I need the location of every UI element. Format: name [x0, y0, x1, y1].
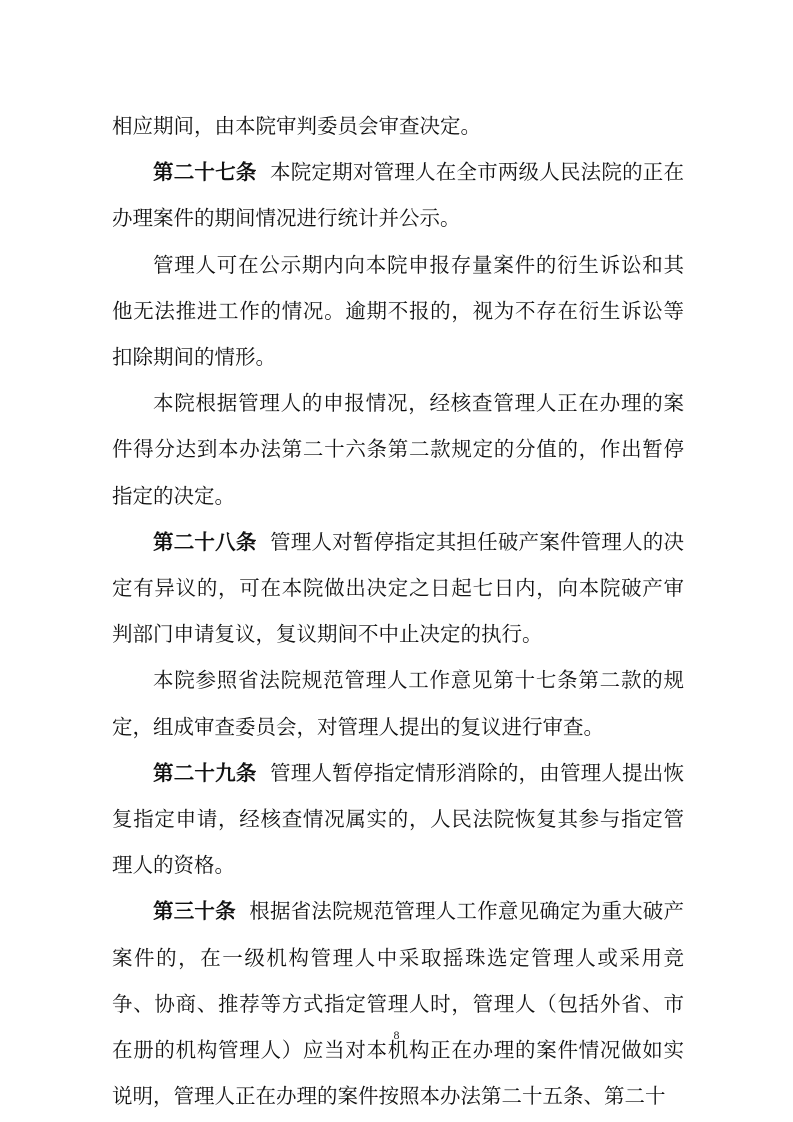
paragraph-text: 本院定期对管理人在全市两级人民法院的正在办理案件的期间情况进行统计并公示。 [112, 160, 684, 231]
paragraph-continuation [112, 103, 684, 149]
paragraph-text: 相应期间，由本院审判委员会审查决定。 [112, 114, 481, 138]
article-heading: 第三十条 [153, 899, 236, 924]
page-number: 8 [393, 1028, 400, 1042]
paragraph-article-28 [112, 519, 684, 658]
paragraph [112, 380, 684, 519]
article-heading: 第二十七条 [153, 160, 257, 185]
body-text [112, 103, 684, 1119]
paragraph-text: 管理人可在公示期内向本院申报存量案件的衍生诉讼和其他无法推进工作的情况。逾期不报的，视为不存在衍生诉讼等扣除期间的情形。 [112, 252, 684, 370]
paragraph-article-29 [112, 750, 684, 889]
paragraph-text: 本院根据管理人的申报情况，经核查管理人正在办理的案件得分达到本办法第二十六条第二款规定的分值的，作出暂停指定的决定。 [112, 391, 684, 508]
paragraph-text: 管理人暂停指定情形消除的，由管理人提出恢复指定申请，经核查情况属实的，人民法院恢复其参与指定管理人的资格。 [112, 760, 684, 878]
paragraph-text: 根据省法院规范管理人工作意见确定为重大破产案件的，在一级机构管理人中采取摇珠选定管理人或采用竞争、协商、推荐等方式指定管理人时，管理人（包括外省、市在册的机构管理人）应当对本机构正在办理的案件情况做如实说明，管理人正在办理的案件按照本办法第二十五条、第二十 [112, 899, 684, 1109]
article-heading: 第二十九条 [153, 760, 257, 785]
paragraph-article-30 [112, 888, 684, 1119]
paragraph [112, 242, 684, 381]
paragraph-text: 本院参照省法院规范管理人工作意见第十七条第二款的规定，组成审查委员会，对管理人提出的复议进行审查。 [112, 668, 684, 739]
paragraph [112, 657, 684, 749]
paragraph-text: 管理人对暂停指定其担任破产案件管理人的决定有异议的，可在本院做出决定之日起七日内，向本院破产审判部门申请复议，复议期间不中止决定的执行。 [112, 529, 684, 647]
article-heading: 第二十八条 [153, 529, 257, 554]
paragraph-article-27 [112, 149, 684, 241]
